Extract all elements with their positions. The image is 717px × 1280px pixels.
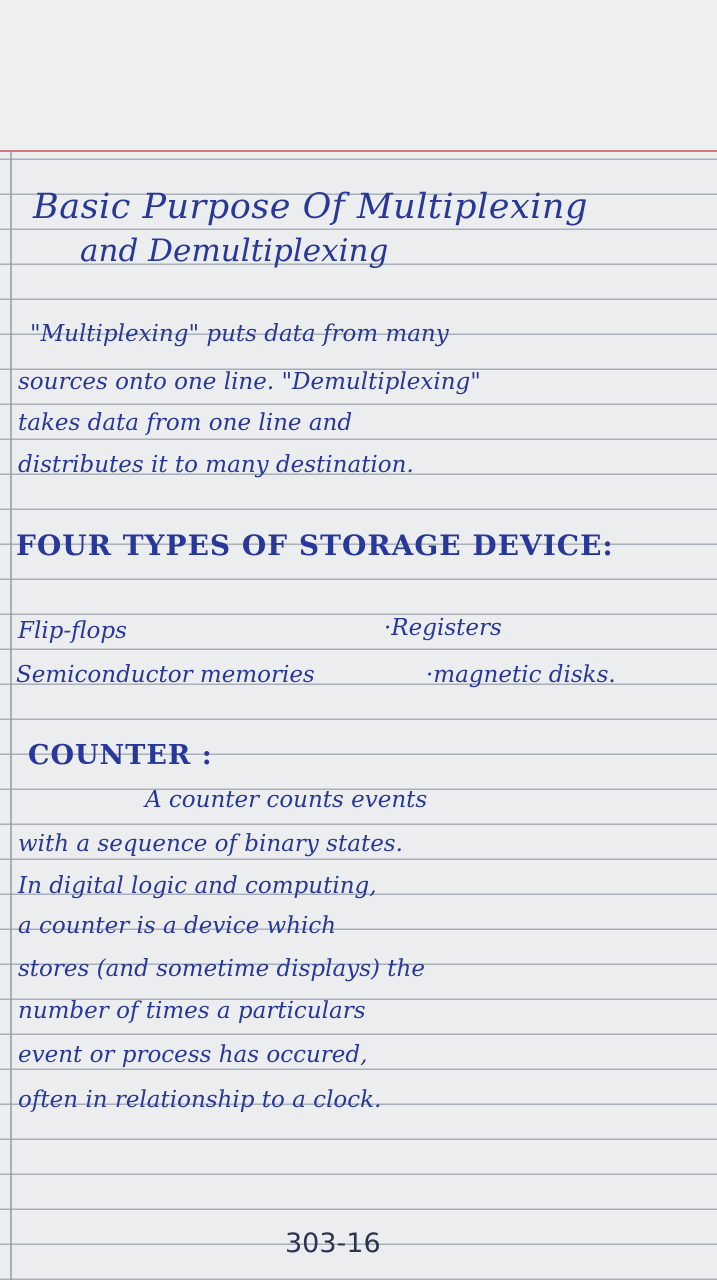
counter-line-1: A counter counts events <box>145 787 428 813</box>
top-red-rule <box>0 150 717 152</box>
intro-line-1: "Multiplexing" puts data from many <box>30 321 449 347</box>
storage-heading: FOUR TYPES OF STORAGE DEVICE: <box>16 529 614 562</box>
left-margin-rule <box>10 150 12 1280</box>
counter-line-7: event or process has occured, <box>18 1042 368 1068</box>
intro-line-4: distributes it to many destination. <box>18 452 414 478</box>
title-line-2: and Demultiplexing <box>80 233 389 269</box>
counter-line-8: often in relationship to a clock. <box>18 1087 382 1113</box>
counter-line-2: with a sequence of binary states. <box>18 831 403 857</box>
storage-item-2: ·Registers <box>384 615 502 641</box>
title-line-1: Basic Purpose Of Multiplexing <box>33 187 588 227</box>
counter-line-4: a counter is a device which <box>18 913 337 939</box>
page-number: 303-16 <box>285 1228 381 1259</box>
storage-item-4: ·magnetic disks. <box>426 662 616 688</box>
counter-line-6: number of times a particulars <box>18 998 366 1024</box>
counter-line-5: stores (and sometime displays) the <box>18 956 425 982</box>
counter-line-3: In digital logic and computing, <box>18 873 377 899</box>
storage-item-3: Semiconductor memories <box>16 662 315 688</box>
intro-line-3: takes data from one line and <box>18 410 353 436</box>
storage-item-1: Flip-flops <box>18 618 127 644</box>
counter-heading: COUNTER : <box>28 740 213 771</box>
intro-line-2: sources onto one line. "Demultiplexing" <box>18 369 481 395</box>
page-top-margin <box>0 0 717 150</box>
